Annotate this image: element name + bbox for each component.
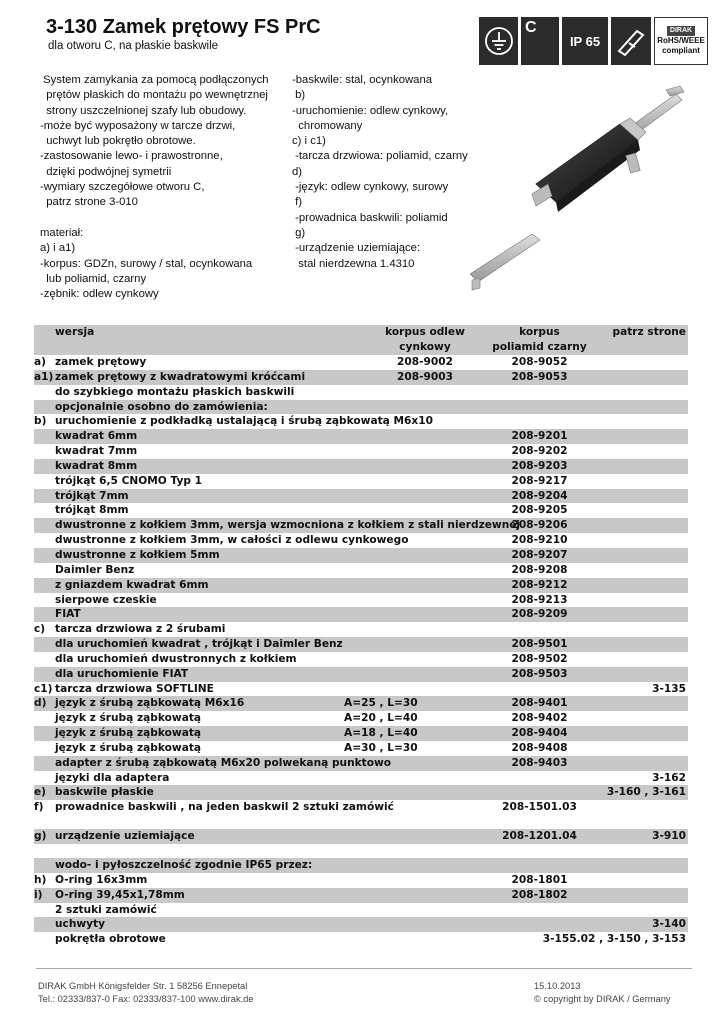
row-description: trójkąt 6,5 CNOMO Typ 1 (55, 474, 202, 487)
row-see-page: 3-160 , 3-161 (606, 786, 686, 799)
row-description: urządzenie uziemiające (55, 830, 195, 843)
row-description: sierpowe czeskie (55, 593, 157, 606)
row-polyamide-part-number: 208-9203 (511, 459, 568, 472)
ip65-label: IP 65 (569, 33, 601, 49)
row-description: FIAT (55, 608, 81, 621)
table-row (34, 355, 688, 370)
row-description: O-ring 16x3mm (55, 873, 148, 886)
table-row (34, 533, 688, 548)
table-row (34, 489, 688, 504)
row-polyamide-part-number: 208-9205 (511, 504, 568, 517)
row-description: zamek prętowy z kwadratowymi króćcami (55, 370, 306, 383)
table-row (34, 858, 688, 873)
row-polyamide-part-number: 208-9201 (511, 430, 568, 443)
table-row (34, 563, 688, 578)
row-description: język z śrubą ząbkowatą M6x16 (55, 697, 245, 710)
row-zinc-part-number: 208-9002 (397, 356, 453, 368)
row-description: języki dla adaptera (55, 771, 170, 784)
table-spacer (34, 844, 688, 858)
cutout-c-icon (521, 17, 559, 65)
row-polyamide-part-number: 208-9213 (511, 593, 568, 606)
row-description: dwustronne z kołkiem 3mm, w całości z odlewu cynkowego (55, 534, 409, 547)
table-row (34, 726, 688, 741)
row-description: tarcza drzwiowa z 2 śrubami (55, 623, 226, 636)
table-row (34, 459, 688, 474)
rohs-line2: compliant (662, 46, 700, 55)
table-row (34, 370, 688, 385)
row-polyamide-part-number: 208-9402 (511, 712, 568, 725)
earth-ground-icon (479, 17, 518, 65)
table-row (34, 785, 688, 800)
row-polyamide-part-number: 208-1201.04 (502, 830, 577, 843)
row-label: c) (34, 623, 46, 636)
row-description: O-ring 39,45x1,78mm (55, 888, 185, 901)
row-description: dla uruchomień kwadrat , trójkąt i Daimler Benz (55, 638, 343, 651)
row-polyamide-part-number: 208-9501 (511, 638, 568, 651)
table-row (34, 917, 688, 932)
footer-date: 15.10.2013 (534, 981, 581, 991)
row-polyamide-part-number: 208-9052 (511, 356, 568, 368)
header-polyamide-body: korpus poliamid czarny (492, 326, 587, 353)
row-polyamide-part-number: 208-9207 (511, 548, 568, 561)
table-row (34, 711, 688, 726)
table-row (34, 771, 688, 786)
row-polyamide-part-number: 208-9408 (511, 741, 568, 754)
row-label: h) (34, 873, 47, 886)
row-label: f) (34, 801, 44, 814)
table-row (34, 414, 688, 429)
row-parameters: A=18 , L=40 (344, 727, 418, 740)
table-header (34, 325, 688, 355)
row-polyamide-part-number: 208-1801 (511, 873, 568, 886)
row-polyamide-part-number: 208-9208 (511, 563, 568, 576)
row-label: e) (34, 786, 47, 799)
row-parameters: A=25 , L=30 (344, 697, 418, 710)
row-see-page: 3-135 (652, 682, 686, 695)
row-description: wodo- i pyłoszczelność zgodnie IP65 przez: (55, 859, 313, 871)
row-description: kwadrat 6mm (55, 430, 138, 443)
row-label: a1) (34, 370, 54, 383)
table-row (34, 444, 688, 459)
page-title: 3-130 Zamek prętowy FS PrC (46, 16, 321, 38)
table-row (34, 518, 688, 533)
row-polyamide-part-number: 208-9404 (511, 727, 568, 740)
page-subtitle: dla otworu C, na płaskie baskwile (48, 40, 219, 52)
row-description: do szybkiego montażu płaskich baskwili (55, 385, 295, 398)
row-polyamide-part-number: 208-9212 (511, 578, 568, 591)
row-description: kwadrat 7mm (55, 445, 138, 458)
row-description: dwustronne z kołkiem 5mm (55, 548, 220, 561)
row-polyamide-part-number: 208-9202 (511, 445, 568, 458)
table-body (34, 355, 688, 947)
row-see-page: 3-155.02 , 3-150 , 3-153 (542, 933, 686, 946)
row-polyamide-part-number: 208-9206 (511, 519, 568, 532)
row-polyamide-part-number: 208-9502 (511, 652, 568, 665)
table-row (34, 741, 688, 756)
row-description: uchwyty (55, 918, 106, 931)
table-row (34, 607, 688, 622)
row-polyamide-part-number: 208-9209 (511, 608, 568, 621)
table-row (34, 903, 688, 918)
row-polyamide-part-number: 208-9204 (511, 489, 568, 502)
row-label: c1) (34, 682, 53, 695)
intro-description: System zamykania za pomocą podłączonych prętów płaskich do montażu po wewnętrznej strony uszczelnionej szafy lub obudowy. -może być wyposażony w tarcze drzwi, uchwyt lub pokrętło obrotowe. -zastosowanie lewo- i prawostronne, dzięki podwójnej symetrii -wymiary szczegółowe otworu C, patrz strone 3-010 materiał: a) i a1) -korpus: GDZn, surowy / stal, ocynkowana lub poliamid, czarny -zębnik: odlew cynkowy (40, 74, 269, 301)
header-version: wersja (55, 326, 95, 338)
footer-contact: Tel.: 02333/837-0 Fax: 02333/837-100 www.dirak.de (38, 993, 254, 1004)
row-description: kwadrat 8mm (55, 459, 138, 472)
table-row (34, 593, 688, 608)
row-description: język z śrubą ząbkowatą (55, 741, 202, 754)
table-row (34, 800, 688, 815)
row-parameters: A=20 , L=40 (344, 712, 418, 725)
table-row (34, 756, 688, 771)
table-row (34, 503, 688, 518)
table-row (34, 932, 688, 947)
row-polyamide-part-number: 208-9401 (511, 697, 568, 710)
table-row (34, 652, 688, 667)
row-description: dla uruchomień dwustronnych z kołkiem (55, 652, 297, 665)
row-description: adapter z śrubą ząbkowatą M6x20 polwekaną punktowo (55, 756, 392, 769)
row-parameters: A=30 , L=30 (344, 741, 418, 754)
table-row (34, 400, 688, 415)
footer-company (38, 980, 254, 1005)
row-description: pokrętła obrotowe (55, 933, 166, 946)
table-row (34, 696, 688, 711)
row-description: baskwile płaskie (55, 786, 154, 799)
cutout-c-label: C (525, 19, 537, 36)
row-description: dla uruchomienie FIAT (55, 667, 189, 680)
row-see-page: 3-140 (652, 918, 686, 931)
table-row (34, 474, 688, 489)
row-label: i) (34, 888, 43, 901)
product-image (470, 84, 692, 294)
row-polyamide-part-number: 208-9403 (511, 756, 568, 769)
row-description: trójkąt 7mm (55, 489, 129, 502)
ip65-icon (562, 17, 608, 65)
row-polyamide-part-number: 208-9210 (511, 534, 568, 547)
row-description: prowadnice baskwili , na jeden baskwil 2 sztuki zamówić (55, 801, 394, 814)
row-zinc-part-number: 208-9003 (397, 370, 453, 383)
row-polyamide-part-number: 208-1802 (511, 888, 568, 901)
table-row (34, 578, 688, 593)
table-row (34, 682, 688, 697)
table-row (34, 888, 688, 903)
table-row (34, 385, 688, 400)
table-spacer (34, 815, 688, 829)
certification-icons (479, 17, 708, 65)
header-zinc-body: korpus odlew cynkowy (385, 326, 465, 353)
intro-materials: -baskwile: stal, ocynkowana b) -uruchomienie: odlew cynkowy, chromowany c) i c1) -tarcza drzwiowa: poliamid, czarny d) -język: odlew cynkowy, surowy f) -prowadnica baskwili: poliamid g) -urządzenie uziemiające: stal nierdzewna 1.4310 (292, 74, 468, 270)
row-label: a) (34, 356, 46, 368)
row-description: Daimler Benz (55, 563, 135, 576)
row-description: tarcza drzwiowa SOFTLINE (55, 682, 214, 695)
footer-divider (36, 968, 692, 969)
rail-mount-icon (611, 17, 651, 65)
row-polyamide-part-number: 208-9053 (511, 370, 568, 383)
row-description: trójkąt 8mm (55, 504, 129, 517)
row-label: g) (34, 830, 47, 843)
row-description: język z śrubą ząbkowatą (55, 727, 202, 740)
rohs-brand: DIRAK (667, 26, 695, 36)
row-description: język z śrubą ząbkowatą (55, 712, 202, 725)
footer-meta (534, 980, 671, 1005)
row-label: d) (34, 697, 47, 710)
header-see-page: patrz strone (612, 326, 686, 338)
table-row (34, 873, 688, 888)
row-label: b) (34, 415, 47, 428)
rohs-line1: RoHS/WEEE (657, 36, 705, 45)
row-description: dwustronne z kołkiem 3mm, wersja wzmocniona z kołkiem z stali nierdzewnej (55, 519, 521, 532)
table-row (34, 622, 688, 637)
table-row (34, 548, 688, 563)
footer-copyright: © copyright by DIRAK / Germany (534, 993, 671, 1004)
order-table (34, 325, 688, 947)
table-row (34, 637, 688, 652)
table-row (34, 429, 688, 444)
table-row (34, 667, 688, 682)
row-description: zamek prętowy (55, 356, 147, 368)
rohs-weee-icon (654, 17, 708, 65)
row-see-page: 3-910 (652, 830, 686, 843)
row-polyamide-part-number: 208-9217 (511, 474, 568, 487)
row-description: uruchomienie z podkładką ustalającą i śrubą ząbkowatą M6x10 (55, 415, 434, 428)
row-description: z gniazdem kwadrat 6mm (55, 578, 209, 591)
row-description: 2 sztuki zamówić (55, 903, 157, 916)
table-row (34, 829, 688, 844)
row-see-page: 3-162 (652, 771, 686, 784)
row-description: opcjonalnie osobno do zamówienia: (55, 400, 268, 413)
row-polyamide-part-number: 208-1501.03 (502, 801, 577, 814)
row-polyamide-part-number: 208-9503 (511, 667, 568, 680)
footer-address: DIRAK GmbH Königsfelder Str. 1 58256 Ennepetal (38, 981, 248, 991)
